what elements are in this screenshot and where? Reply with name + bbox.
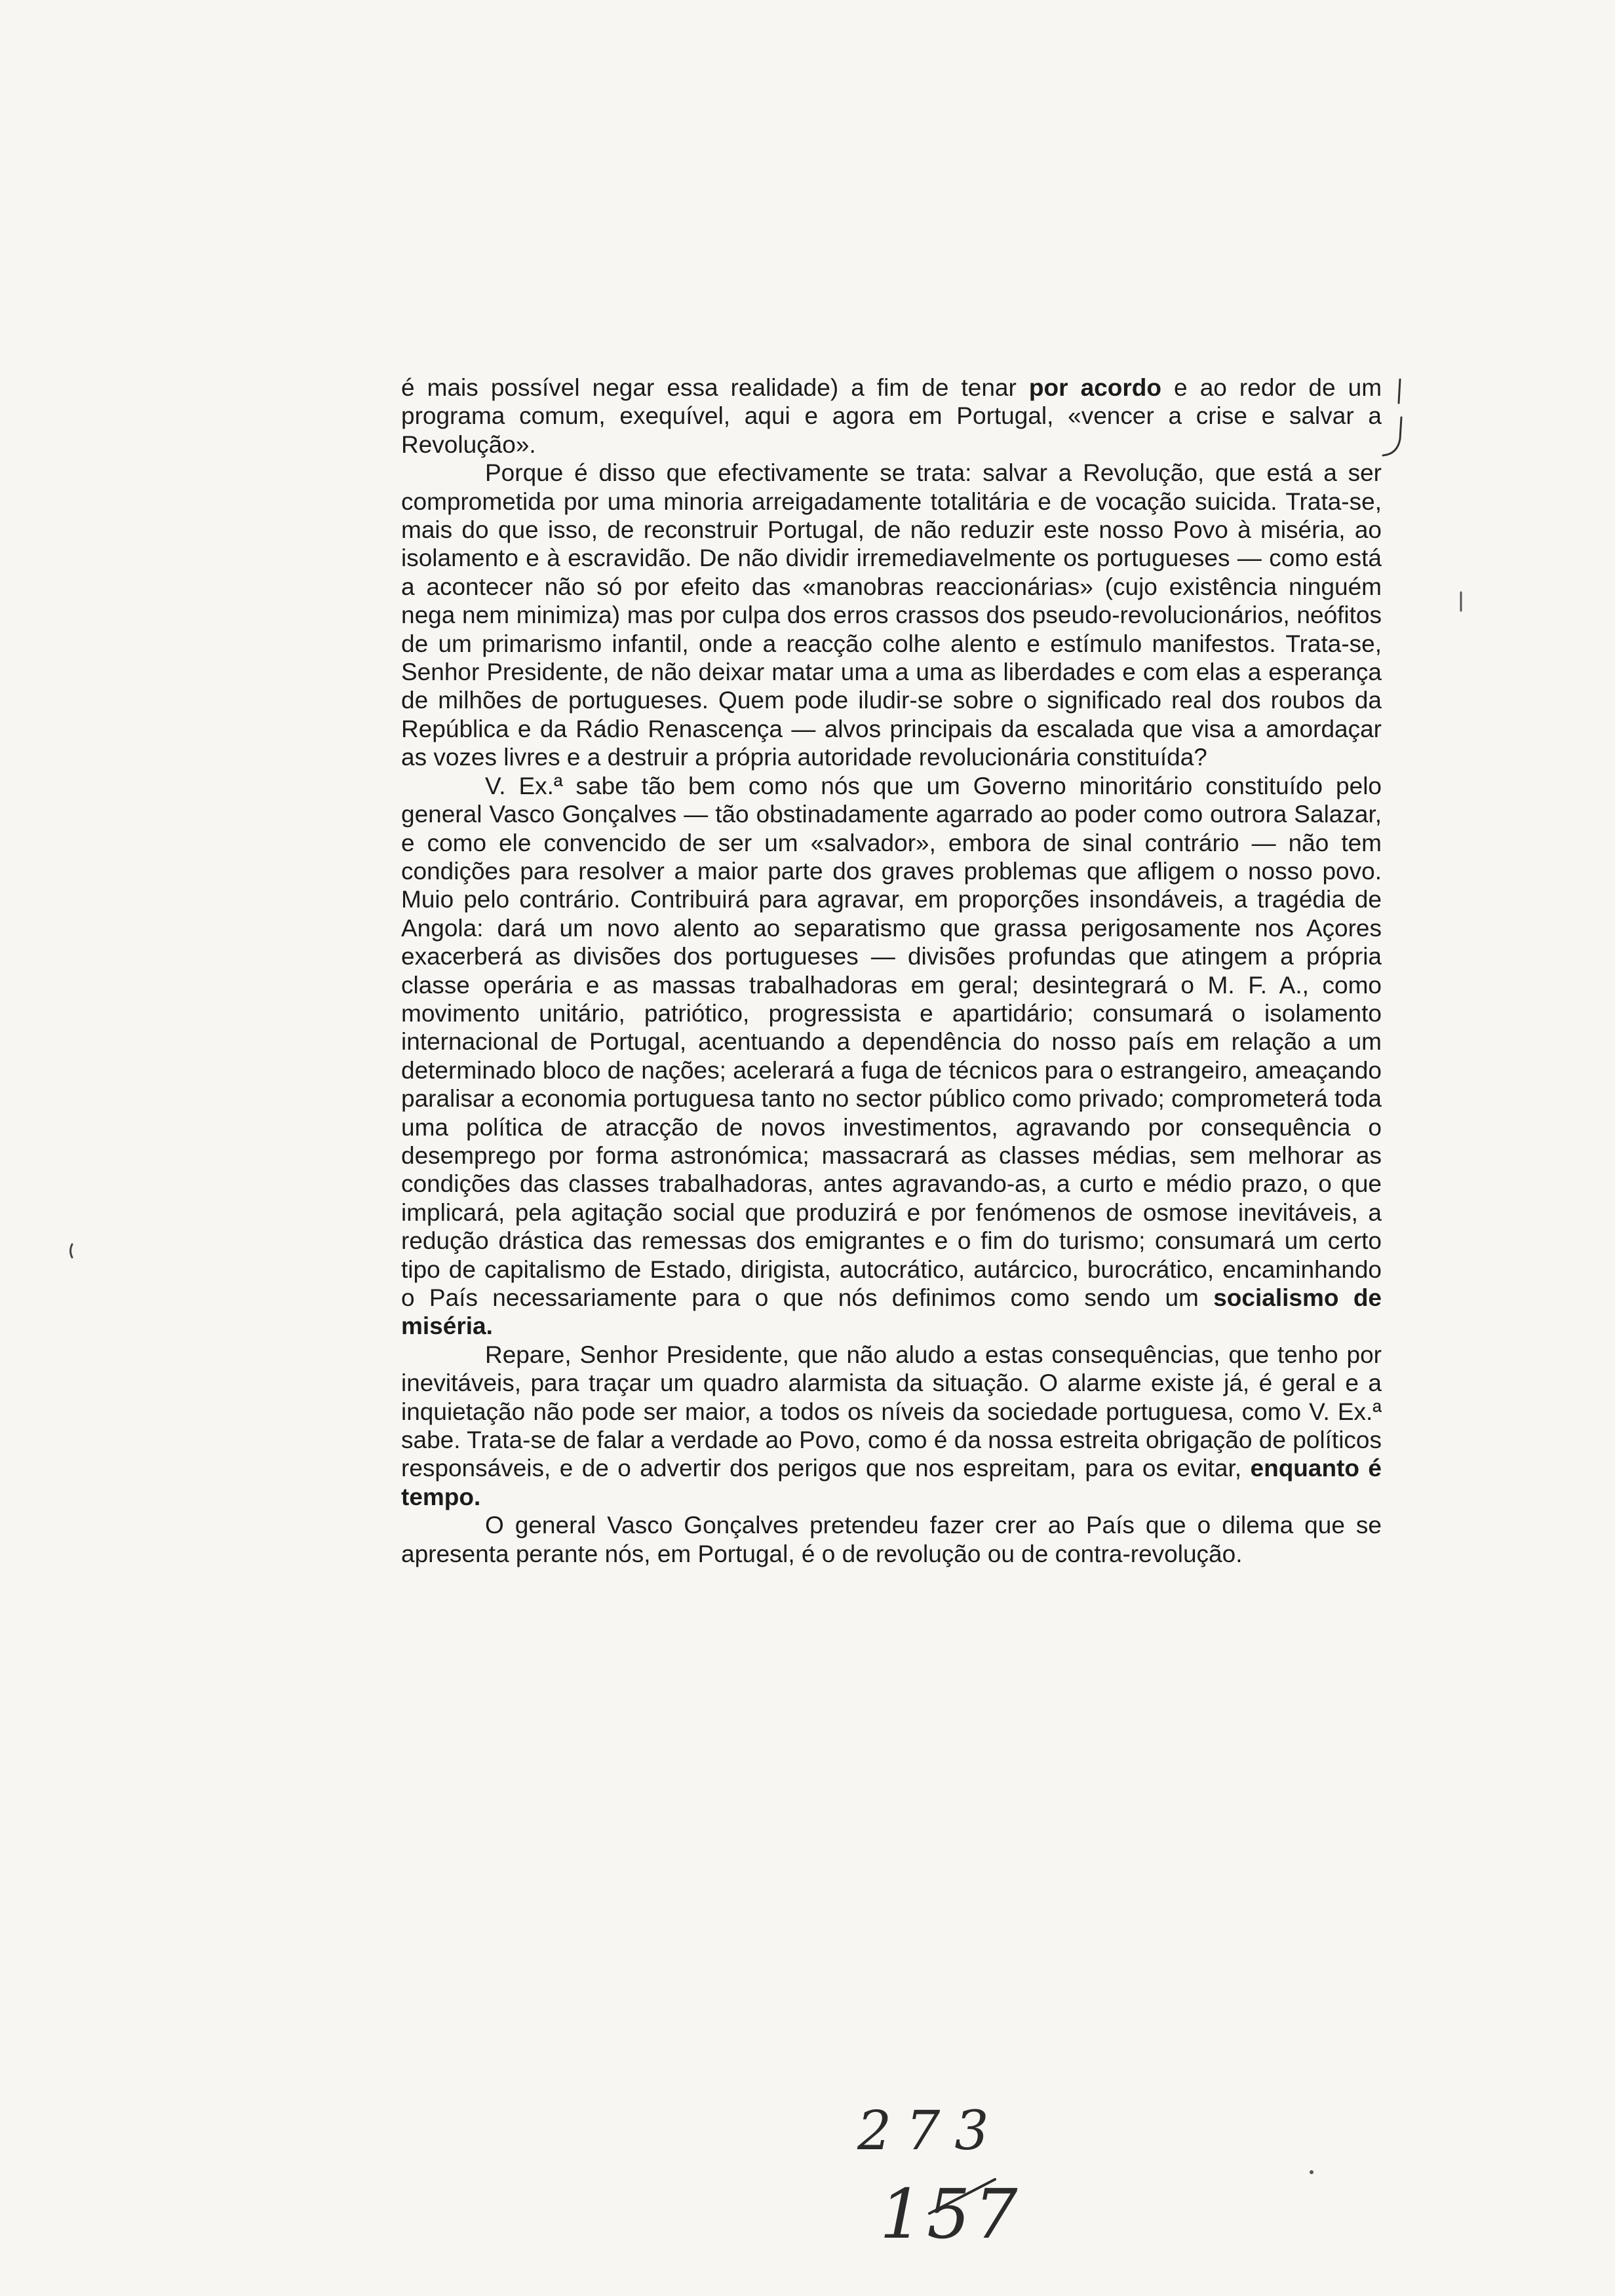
ink-dot <box>1308 2169 1315 2175</box>
paragraph <box>401 772 1382 1341</box>
body-text <box>401 373 1382 1568</box>
handwritten-page-number-top: 273 <box>857 2100 1003 2162</box>
text-run: Porque é disso que efectivamente se trata: salvar a Revolução, que está a ser comprometida por uma minoria arreigadamente totalitária e de vocação suicida. Trata-se, mais do que isso, de reconstruir Portugal, de não reduzir este nosso Povo à miséria, ao isolamento e à escravidão. De não dividir irremediavelmente os portugueses — como está a acontecer não só por efeito das «manobras reaccionárias» (cujo existência ninguém nega nem minimiza) mas por culpa dos erros crassos dos pseudo-revolucionários, neófitos de um primarismo infantil, onde a reacção colhe alento e estímulo manifestos. Trata-se, Senhor Presidente, de não deixar matar uma a uma as liberdades e com elas a esperança de milhões de portugueses. Quem pode iludir-se sobre o significado real dos roubos da República e da Rádio Renascença — alvos principais da escalada que visa a amordaçar as vozes livres e a destruir a própria autoridade revolucionária constituída? <box>401 459 1382 771</box>
text-run: V. Ex.ª sabe tão bem como nós que um Governo minoritário constituído pelo general Vasco Gonçalves — tão obstinadamente agarrado ao poder como outrora Salazar, e como ele convencido de ser um «salvador», embora de sinal contrário — não tem condições para resolver a maior parte dos graves problemas que afligem o nosso povo. Muio pelo contrário. Contribuirá para agravar, em proporções insondáveis, a tragédia de Angola: dará um novo alento ao separatismo que grassa perigosamente nos Açores exacerberá as divisões dos portugueses — divisões profundas que atingem a própria classe operária e as massas trabalhadoras em geral; desintegrará o M. F. A., como movimento unitário, patriótico, progressista e apartidário; consumará o isolamento internacional de Portugal, acentuando a dependência do nosso país em relação a um determinado bloco de nações; acelerará a fuga de técnicos para o estrangeiro, ameaçando paralisar a economia portuguesa tanto no sector público como privado; comprometerá toda uma política de atracção de novos investimentos, agravando por consequência o desemprego por forma astronómica; massacrará as classes médias, sem melhorar as condições das classes trabalhadoras, antes agravando-as, a curto e médio prazo, o que implicará, pela agitação social que produzirá e por fenómenos de osmose inevitáveis, a redução drástica das remessas dos emigrantes e o fim do turismo; consumará um certo tipo de capitalismo de Estado, dirigista, autocrático, autárcico, burocrático, encaminhando o País necessariamente para o que nós definimos como sendo um <box>401 772 1382 1311</box>
strike-through-mark <box>924 2174 1003 2259</box>
paragraph <box>401 459 1382 771</box>
text-run: e ao redor de um programa comum, exequível, aqui e agora em Portugal, «vencer a crise e salvar a Revolução». <box>401 374 1382 458</box>
paragraph <box>401 1511 1382 1568</box>
bold-text-run: enquanto é tempo. <box>401 1455 1382 1510</box>
handwritten-page-number-bottom: 157 <box>880 2174 1022 2254</box>
left-margin-mark <box>67 1242 76 1261</box>
paragraph <box>401 1341 1382 1511</box>
text-run: é mais possível negar essa realidade) a fim de tenar <box>401 374 1029 401</box>
bold-text-run: por acordo <box>1028 374 1161 401</box>
bold-text-run: socialismo de miséria. <box>401 1284 1382 1340</box>
margin-bracket-mark <box>1382 377 1408 462</box>
margin-dash-mark <box>1456 590 1466 616</box>
text-run: Repare, Senhor Presidente, que não aludo a estas consequências, que tenho por inevitáveis, para traçar um quadro alarmista da situação. O alarme existe já, é geral e a inquietação não pode ser maior, a todos os níveis da sociedade portuguesa, como V. Ex.ª sabe. Trata-se de falar a verdade ao Povo, como é da nossa estreita obrigação de políticos responsáveis, e de o advertir dos perigos que nos espreitam, para os evitar, <box>401 1341 1382 1482</box>
text-run: O general Vasco Gonçalves pretendeu fazer crer ao País que o dilema que se apresenta perante nós, em Portugal, é o de revolução ou de contra-revolução. <box>401 1512 1382 1567</box>
paragraph <box>401 373 1382 459</box>
